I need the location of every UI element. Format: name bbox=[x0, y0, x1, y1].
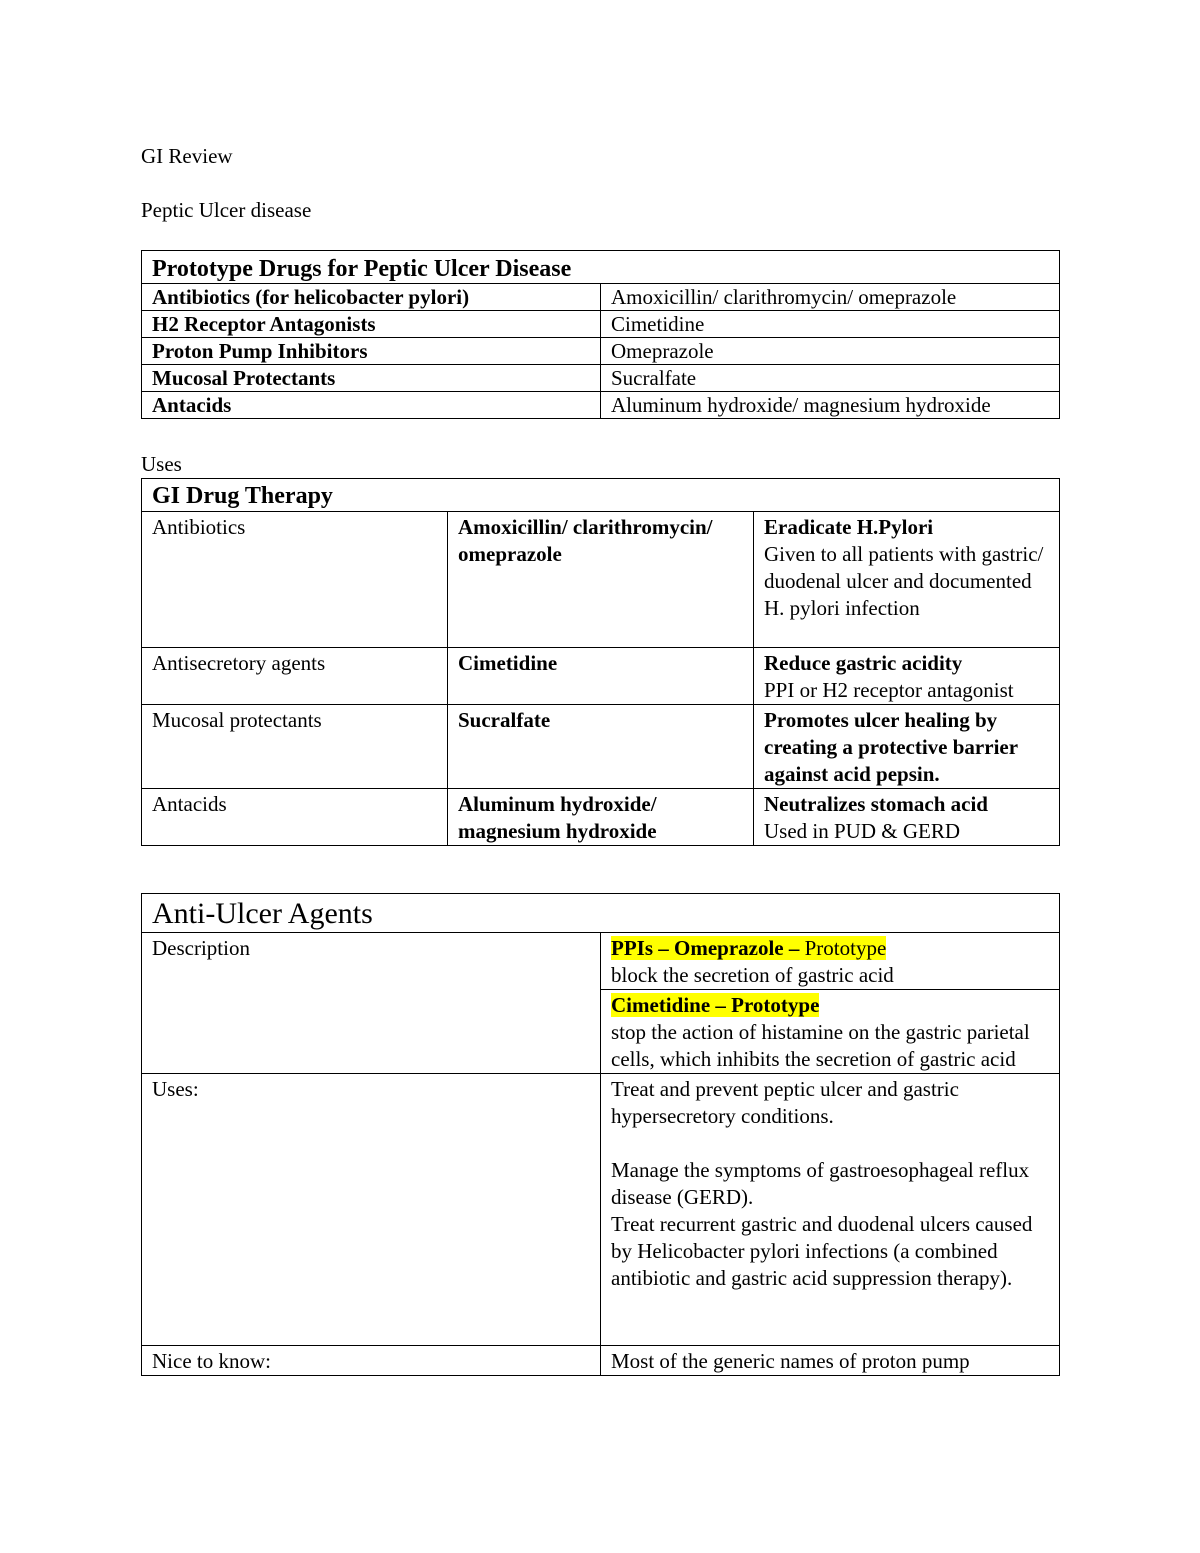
uses-label: Uses bbox=[141, 452, 182, 476]
h2-description: stop the action of histamine on the gastric parietal cells, which inhibits the secretion of gastric acid bbox=[611, 1020, 1030, 1071]
drug-class-cell: Antibiotics (for helicobacter pylori) bbox=[142, 284, 601, 311]
drug-name-cell: Cimetidine bbox=[601, 311, 1060, 338]
drug-class-cell: Antacids bbox=[142, 789, 448, 846]
nice-to-know-cell: Most of the generic names of proton pump bbox=[601, 1346, 1060, 1376]
purpose-detail: Used in PUD & GERD bbox=[764, 819, 961, 843]
purpose-title: Reduce gastric acidity bbox=[764, 651, 963, 675]
row-label-cell: Uses: bbox=[142, 1074, 601, 1346]
table-row bbox=[142, 933, 1060, 990]
table-row bbox=[142, 311, 1060, 338]
uses-text: Manage the symptoms of gastroesophageal reflux disease (GERD). bbox=[611, 1158, 1030, 1209]
table-row bbox=[142, 392, 1060, 419]
table-title: GI Drug Therapy bbox=[142, 479, 1060, 512]
purpose-title: Eradicate H.Pylori bbox=[764, 515, 934, 539]
table-row bbox=[142, 705, 1060, 789]
purpose-cell bbox=[754, 789, 1060, 846]
drug-class-cell: Antisecretory agents bbox=[142, 648, 448, 705]
prototype-drugs-table bbox=[141, 250, 1060, 419]
gi-drug-therapy-table bbox=[141, 478, 1060, 846]
anti-ulcer-agents-table bbox=[141, 893, 1060, 1376]
purpose-cell bbox=[754, 648, 1060, 705]
purpose-cell bbox=[754, 512, 1060, 648]
ppi-name: PPIs – Omeprazole – bbox=[611, 936, 800, 960]
drug-class-cell: Proton Pump Inhibitors bbox=[142, 338, 601, 365]
table-row bbox=[142, 512, 1060, 648]
ppi-tag: Prototype bbox=[799, 936, 887, 960]
table-row bbox=[142, 365, 1060, 392]
row-label-cell: Description bbox=[142, 933, 601, 1074]
purpose-title: Promotes ulcer healing by creating a protective barrier against acid pepsin. bbox=[764, 708, 1018, 786]
table-row bbox=[142, 284, 1060, 311]
table-row bbox=[142, 648, 1060, 705]
drug-class-cell: Antibiotics bbox=[142, 512, 448, 648]
drug-name-cell: Amoxicillin/ clarithromycin/ omeprazole bbox=[601, 284, 1060, 311]
table-row bbox=[142, 338, 1060, 365]
uses-text: Treat and prevent peptic ulcer and gastric hypersecretory conditions. bbox=[611, 1077, 959, 1128]
table-row bbox=[142, 1346, 1060, 1376]
drug-name-cell: Sucralfate bbox=[601, 365, 1060, 392]
purpose-detail: Given to all patients with gastric/ duodenal ulcer and documented H. pylori infection bbox=[764, 542, 1044, 620]
section-title: Peptic Ulcer disease bbox=[141, 198, 312, 222]
table-row bbox=[142, 1074, 1060, 1346]
highlighted-text bbox=[611, 936, 886, 960]
drug-name-cell: Aluminum hydroxide/ magnesium hydroxide bbox=[601, 392, 1060, 419]
purpose-cell bbox=[754, 705, 1060, 789]
document-heading: GI Review bbox=[141, 144, 233, 168]
drug-name-cell: Sucralfate bbox=[448, 705, 754, 789]
drug-name-cell: Cimetidine bbox=[448, 648, 754, 705]
drug-class-cell: H2 Receptor Antagonists bbox=[142, 311, 601, 338]
drug-class-cell: Antacids bbox=[142, 392, 601, 419]
drug-name-cell: Omeprazole bbox=[601, 338, 1060, 365]
row-label-cell: Nice to know: bbox=[142, 1346, 601, 1376]
h2-cell bbox=[601, 990, 1060, 1074]
drug-name-cell: Aluminum hydroxide/ magnesium hydroxide bbox=[448, 789, 754, 846]
table-row bbox=[142, 789, 1060, 846]
uses-cell bbox=[601, 1074, 1060, 1346]
purpose-detail: PPI or H2 receptor antagonist bbox=[764, 678, 1014, 702]
h2-name: Cimetidine – Prototype bbox=[611, 993, 820, 1017]
drug-name-cell: Amoxicillin/ clarithromycin/ omeprazole bbox=[448, 512, 754, 648]
ppi-description: block the secretion of gastric acid bbox=[611, 963, 894, 987]
uses-text: Treat recurrent gastric and duodenal ulcers caused by Helicobacter pylori infections (a combined antibiotic and gastric acid suppression therapy). bbox=[611, 1212, 1033, 1290]
table-title: Prototype Drugs for Peptic Ulcer Disease bbox=[142, 251, 1060, 284]
ppi-cell bbox=[601, 933, 1060, 990]
drug-class-cell: Mucosal Protectants bbox=[142, 365, 601, 392]
purpose-title: Neutralizes stomach acid bbox=[764, 792, 988, 816]
table-title: Anti-Ulcer Agents bbox=[142, 894, 1060, 933]
drug-class-cell: Mucosal protectants bbox=[142, 705, 448, 789]
